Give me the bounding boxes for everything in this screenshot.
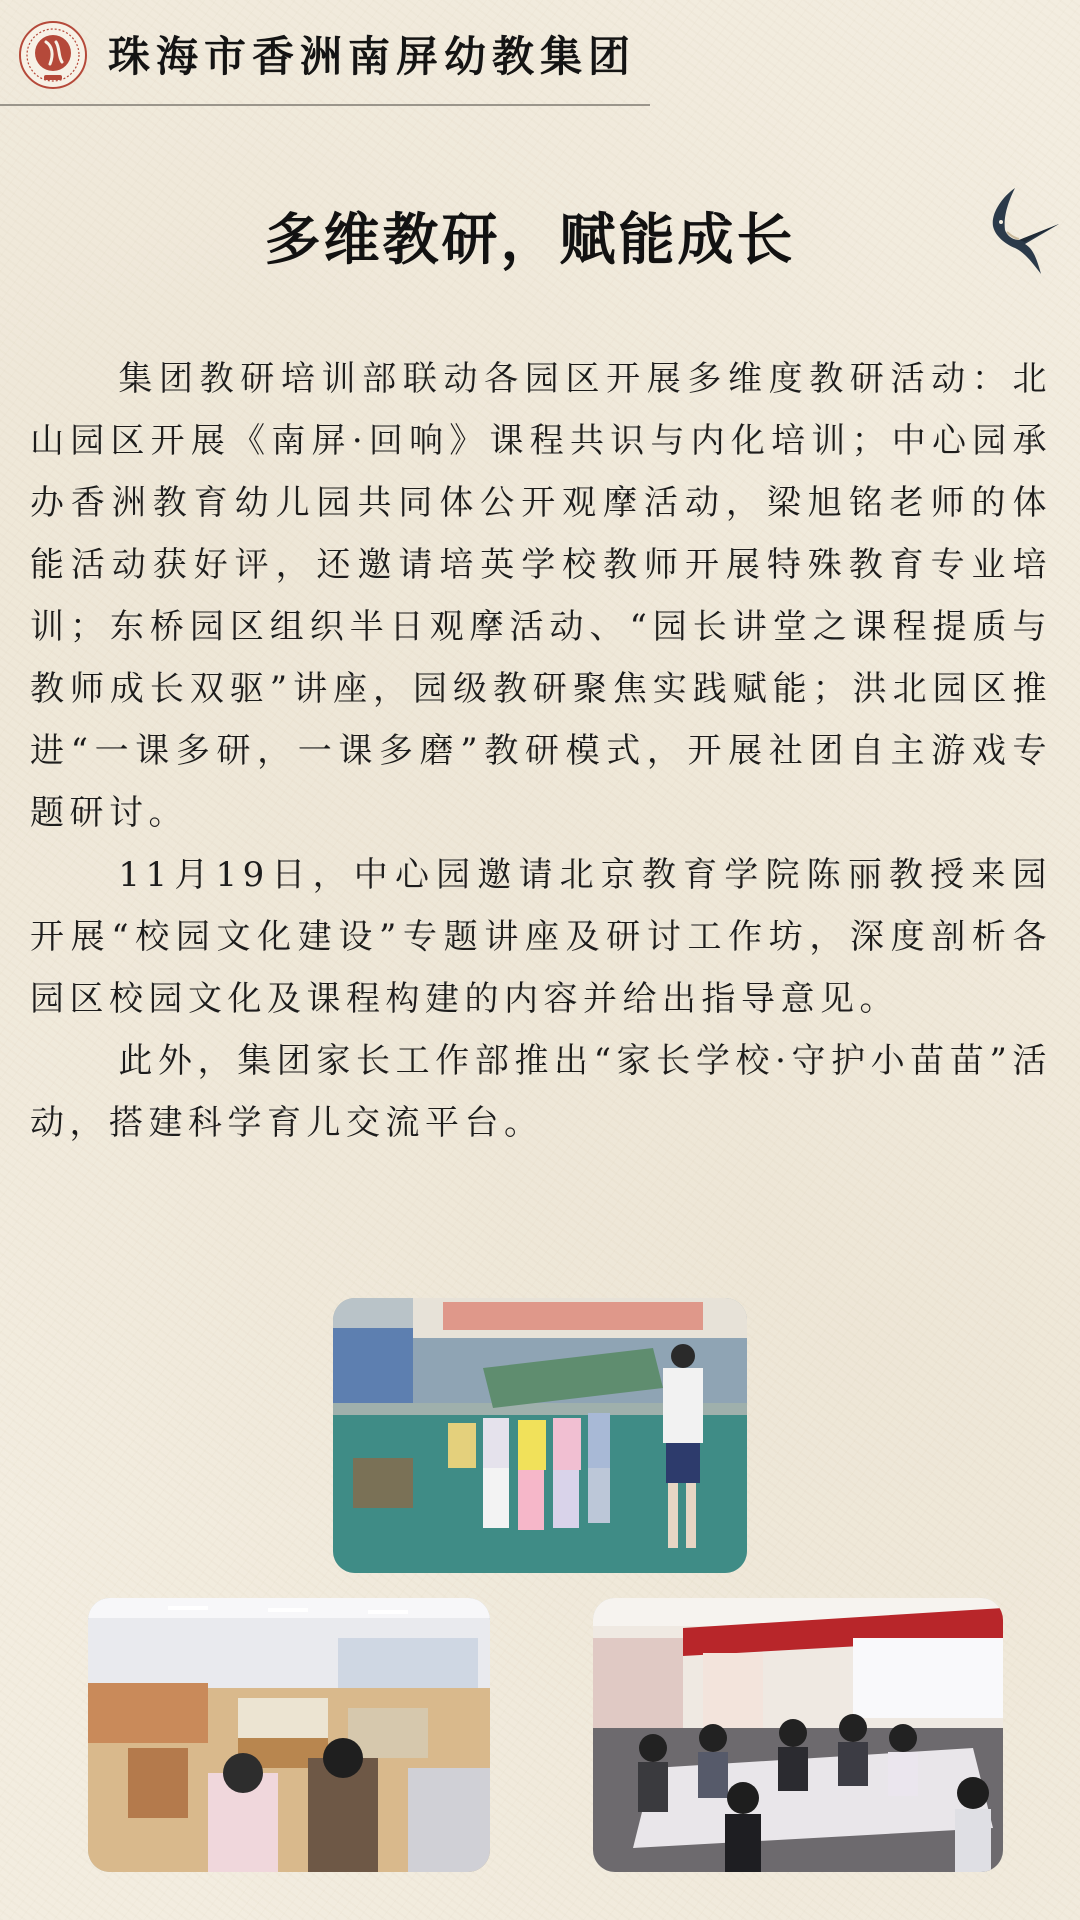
photo-meeting-room-workshop xyxy=(593,1598,1003,1872)
paragraph: 此外，集团家长工作部推出“家长学校·守护小苗苗”活动，搭建科学育儿交流平台。 xyxy=(30,1041,1052,1143)
header-divider xyxy=(0,104,650,106)
photo-classroom-observation xyxy=(88,1598,490,1872)
swallow-bird-icon xyxy=(985,182,1067,284)
kindergarten-seal-logo-icon xyxy=(18,20,88,90)
photo-outdoor-mat-activity xyxy=(333,1298,747,1573)
paragraph: 11月19日，中心园邀请北京教育学院陈丽教授来园开展“校园文化建设”专题讲座及研讨工作坊，深度剖析各园区校园文化及课程构建的内容并给出指导意见。 xyxy=(30,855,1052,1019)
organization-name: 珠海市香洲南屏幼教集团 xyxy=(108,32,637,81)
header-bar xyxy=(0,0,1080,110)
article-body xyxy=(30,348,1052,1154)
paragraph: 集团教研培训部联动各园区开展多维度教研活动：北山园区开展《南屏·回响》课程共识与内化培训；中心园承办香洲教育幼儿园共同体公开观摩活动，梁旭铭老师的体能活动获好评，还邀请培英学校教师开展特殊教育专业培训；东桥园区组织半日观摩活动、“园长讲堂之课程提质与教师成长双驱”讲座，园级教研聚焦实践赋能；洪北园区推进“一课多研，一课多磨”教研模式，开展社团自主游戏专题研讨。 xyxy=(30,359,1052,833)
article-title: 多维教研，赋能成长 xyxy=(264,208,796,273)
